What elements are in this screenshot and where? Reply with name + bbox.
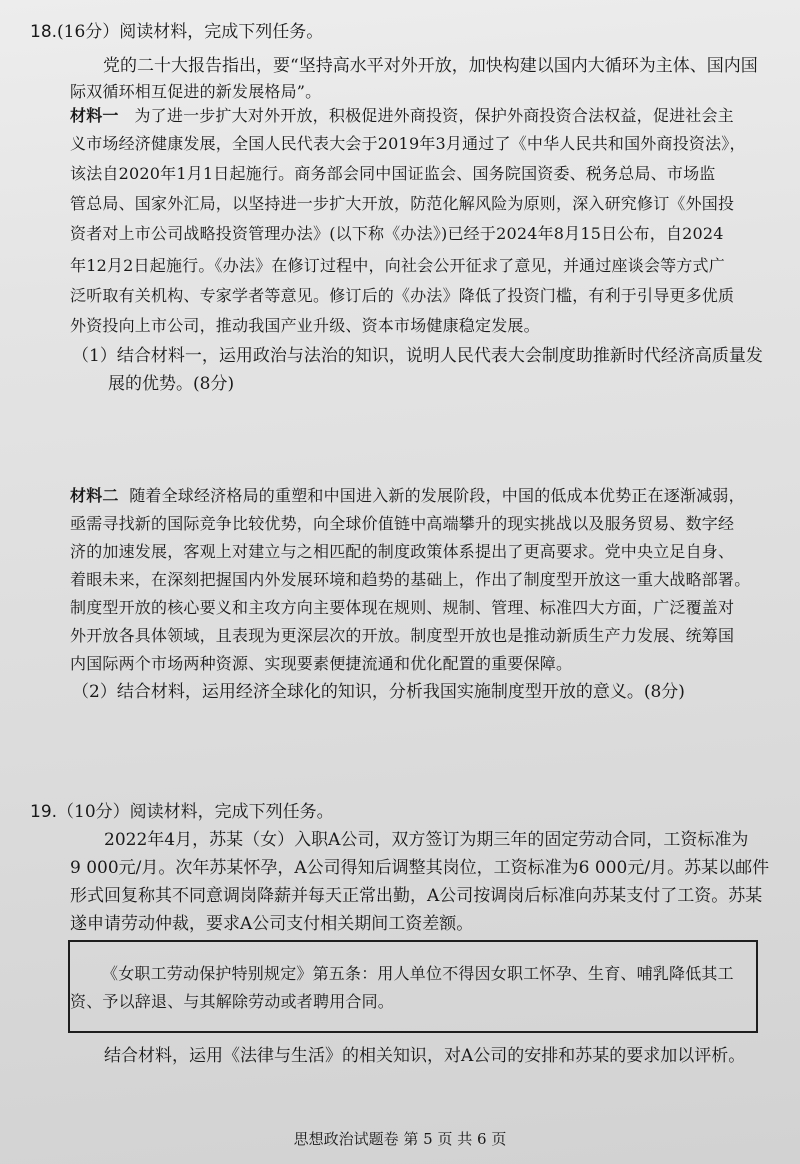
question-19-task: 结合材料，运用《法律与生活》的相关知识，对A公司的安排和苏某的要求加以评析。 — [104, 1046, 746, 1066]
task-1-line-2: 展的优势。(8分) — [108, 374, 235, 394]
legal-provision-line-1: 《女职工劳动保护特别规定》第五条：用人单位不得因女职工怀孕、生育、哺乳降低其工 — [102, 964, 734, 983]
lead-line-2: 际双循环相互促进的新发展格局”。 — [70, 82, 322, 101]
question-intro: （10分）阅读材料，完成下列任务。 — [57, 802, 334, 822]
legal-provision-box — [68, 940, 758, 1033]
case-line-3: 形式回复称其不同意调岗降薪并每天正常出勤，A公司按调岗后标准向苏某支付了工资。苏某 — [70, 886, 763, 906]
material-2-line-6: 外开放各具体领域，且表现为更深层次的开放。制度型开放也是推动新质生产力发展、统筹国 — [70, 626, 735, 645]
case-line-2: 9 000元/月。次年苏某怀孕，A公司得知后调整其岗位，工资标准为6 000元/月。苏某以邮件 — [70, 858, 770, 878]
material-1-text: 为了进一步扩大对外开放，积极促进外商投资，保护外商投资合法权益，促进社会主 — [134, 106, 734, 125]
material-1-line-3: 该法自2020年1月1日起施行。商务部会同中国证监会、国务院国资委、税务总局、市场监 — [70, 164, 716, 183]
task-1-line-1: （1）结合材料一，运用政治与法治的知识，说明人民代表大会制度助推新时代经济高质量发 — [72, 346, 763, 366]
case-line-1: 2022年4月，苏某（女）入职A公司，双方签订为期三年的固定劳动合同，工资标准为 — [104, 830, 749, 850]
material-2-line-1 — [70, 484, 745, 508]
material-1-line-1 — [70, 104, 734, 128]
material-1-line-7: 泛听取有关机构、专家学者等意见。修订后的《办法》降低了投资门槛，有利于引导更多优质 — [70, 286, 735, 305]
material-1-line-4: 管总局、国家外汇局，以坚持进一步扩大开放，防范化解风险为原则，深入研究修订《外国投 — [70, 194, 735, 213]
material-2-line-5: 制度型开放的核心要义和主攻方向主要体现在规则、规制、管理、标准四大方面，广泛覆盖对 — [70, 598, 735, 617]
material-1-line-6: 年12月2日起施行。《办法》在修订过程中，向社会公开征求了意见，并通过座谈会等方式广 — [70, 256, 725, 275]
lead-line-1: 党的二十大报告指出，要“坚持高水平对外开放，加快构建以国内大循环为主体、国内国 — [103, 56, 758, 76]
page-footer: 思想政治试题卷 第 5 页 共 6 页 — [293, 1130, 507, 1148]
question-19-header — [30, 800, 334, 824]
material-2-line-7: 内国际两个市场两种资源、实现要素便捷流通和优化配置的重要保障。 — [70, 654, 573, 673]
material-1-label: 材料一 — [70, 106, 119, 125]
material-2-label: 材料二 — [70, 486, 119, 505]
task-2: （2）结合材料，运用经济全球化的知识，分析我国实施制度型开放的意义。(8分) — [72, 682, 685, 702]
legal-provision-line-2: 资、予以辞退、与其解除劳动或者聘用合同。 — [70, 992, 395, 1011]
material-2-line-2: 亟需寻找新的国际竞争比较优势，向全球价值链中高端攀升的现实挑战以及服务贸易、数字经 — [70, 514, 735, 533]
material-1-line-2: 义市场经济健康发展，全国人民代表大会于2019年3月通过了《中华人民共和国外商投资法》， — [70, 134, 746, 153]
question-number: 19. — [30, 802, 58, 822]
material-2-text: 随着全球经济格局的重塑和中国进入新的发展阶段，中国的低成本优势正在逐渐减弱， — [129, 486, 745, 505]
question-number: 18. — [30, 22, 58, 42]
case-line-4: 遂申请劳动仲裁，要求A公司支付相关期间工资差额。 — [70, 914, 474, 934]
material-1-line-5: 资者对上市公司战略投资管理办法》(以下称《办法》)已经于2024年8月15日公布，自2024 — [70, 224, 724, 243]
material-2-line-3: 济的加速发展，客观上对建立与之相匹配的制度政策体系提出了更高要求。党中央立足自身、 — [70, 542, 735, 561]
material-2-line-4: 着眼未来，在深刻把握国内外发展环境和趋势的基础上，作出了制度型开放这一重大战略部署。 — [70, 570, 751, 589]
question-18-header — [30, 20, 323, 44]
material-1-line-8: 外资投向上市公司，推动我国产业升级、资本市场健康稳定发展。 — [70, 316, 540, 335]
question-intro: (16分）阅读材料，完成下列任务。 — [57, 22, 324, 42]
